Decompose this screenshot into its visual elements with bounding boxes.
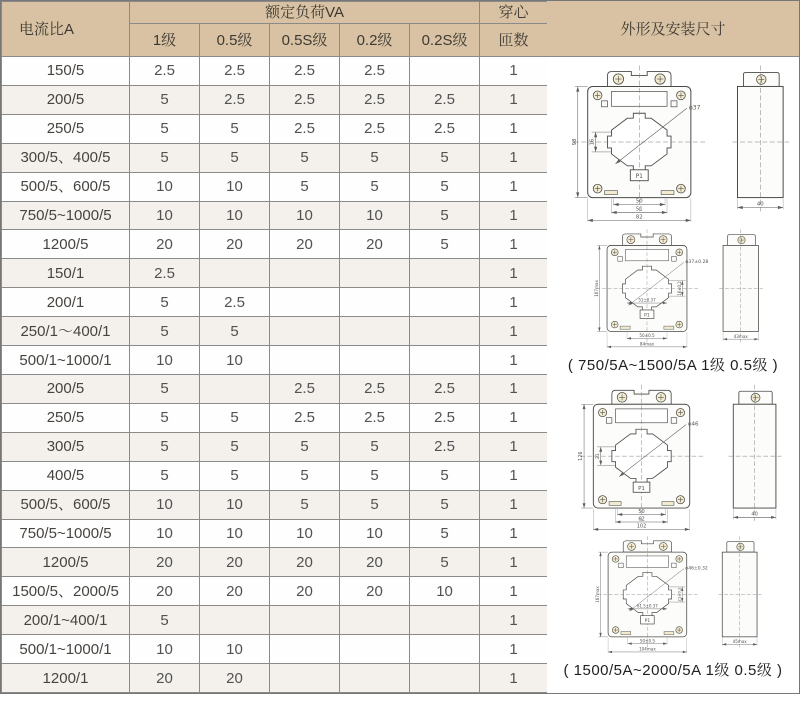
turns-cell: 1: [480, 172, 548, 201]
load-value-cell: [270, 664, 340, 693]
ratio-cell: 250/5: [2, 114, 130, 143]
svg-text:50±0.5: 50±0.5: [638, 333, 655, 339]
load-value-cell: 2.5: [340, 403, 410, 432]
dimension-drawing-3: [548, 382, 799, 534]
load-value-cell: 5: [200, 317, 270, 346]
load-value-cell: 10: [270, 201, 340, 230]
class-header: 0.5级: [200, 24, 270, 57]
load-value-cell: 2.5: [410, 403, 480, 432]
turns-cell: 1: [480, 461, 548, 490]
load-value-cell: [270, 635, 340, 664]
table-row: [2, 317, 548, 346]
table-row: [2, 664, 548, 693]
table-row: [2, 635, 548, 664]
load-value-cell: [410, 288, 480, 317]
ratio-cell: 300/5、400/5: [2, 143, 130, 172]
load-value-cell: 2.5: [270, 85, 340, 114]
load-value-cell: 20: [200, 577, 270, 606]
dimension-drawing-4: [548, 534, 799, 658]
load-value-cell: 20: [200, 664, 270, 693]
load-value-cell: 10: [270, 519, 340, 548]
table-row: [2, 114, 548, 143]
turns-cell: 1: [480, 403, 548, 432]
svg-text:P1: P1: [644, 619, 650, 625]
ratio-cell: 1200/5: [2, 548, 130, 577]
load-value-cell: [410, 346, 480, 375]
dimensions-panel: [547, 1, 799, 693]
load-value-cell: 5: [200, 403, 270, 432]
load-value-cell: 5: [410, 519, 480, 548]
load-value-cell: 5: [130, 317, 200, 346]
load-value-cell: [410, 259, 480, 288]
svg-text:φ37±0.28: φ37±0.28: [684, 260, 708, 266]
load-value-cell: 5: [130, 374, 200, 403]
svg-text:51±0.37: 51±0.37: [637, 297, 656, 303]
table-row: [2, 85, 548, 114]
load-value-cell: 2.5: [270, 403, 340, 432]
svg-text:P1: P1: [635, 173, 643, 181]
turns-cell: 1: [480, 664, 548, 693]
dimension-drawing-1: [548, 61, 799, 227]
table-row: [2, 606, 548, 635]
svg-text:50±0.5: 50±0.5: [639, 638, 655, 644]
load-value-cell: 20: [130, 577, 200, 606]
ratio-cell: 500/5、600/5: [2, 490, 130, 519]
svg-text:P1: P1: [643, 313, 650, 319]
table-row: [2, 230, 548, 259]
ratio-cell: 750/5~1000/5: [2, 519, 130, 548]
load-value-cell: 2.5: [200, 85, 270, 114]
load-value-cell: [270, 346, 340, 375]
load-value-cell: 5: [130, 432, 200, 461]
load-value-cell: [340, 635, 410, 664]
svg-text:φ46±0.32: φ46±0.32: [684, 566, 708, 572]
load-value-cell: 5: [270, 143, 340, 172]
turns-cell: 1: [480, 606, 548, 635]
svg-text:126: 126: [577, 451, 584, 461]
ratio-cell: 750/5~1000/5: [2, 201, 130, 230]
table-row: [2, 259, 548, 288]
table-row: [2, 172, 548, 201]
load-value-cell: 5: [340, 432, 410, 461]
dimension-drawings: [547, 57, 799, 693]
svg-text:102: 102: [636, 523, 646, 530]
load-value-cell: 10: [130, 201, 200, 230]
load-value-cell: 2.5: [410, 374, 480, 403]
svg-text:φ37: φ37: [688, 104, 700, 112]
load-value-cell: 5: [410, 201, 480, 230]
ratio-cell: 250/1～400/1: [2, 317, 130, 346]
class-header: 0.5S级: [270, 24, 340, 57]
svg-text:45max: 45max: [732, 639, 747, 645]
table-row: [2, 57, 548, 86]
svg-text:98: 98: [571, 138, 578, 146]
load-value-cell: 5: [410, 490, 480, 519]
table-row: [2, 288, 548, 317]
turns-cell: 1: [480, 432, 548, 461]
turns-cell: 1: [480, 143, 548, 172]
turns-cell: 1: [480, 577, 548, 606]
load-value-cell: 20: [200, 548, 270, 577]
svg-text:62: 62: [637, 516, 645, 523]
load-value-cell: 10: [200, 519, 270, 548]
svg-text:21: 21: [595, 453, 601, 460]
load-value-cell: [270, 259, 340, 288]
load-value-cell: 5: [130, 461, 200, 490]
load-value-cell: [340, 346, 410, 375]
table-row: [2, 548, 548, 577]
load-value-cell: [410, 664, 480, 693]
svg-text:43max: 43max: [733, 333, 748, 339]
load-value-cell: 20: [200, 230, 270, 259]
turns-header-line2: 匝数: [480, 24, 548, 57]
ratio-cell: 500/1~1000/1: [2, 346, 130, 375]
load-value-cell: [270, 288, 340, 317]
load-value-cell: 5: [340, 172, 410, 201]
svg-text:84max: 84max: [639, 341, 654, 347]
load-value-cell: 10: [130, 519, 200, 548]
load-value-cell: 2.5: [270, 374, 340, 403]
load-value-cell: 5: [410, 461, 480, 490]
load-value-cell: 2.5: [270, 57, 340, 86]
load-value-cell: [200, 374, 270, 403]
load-value-cell: 2.5: [200, 288, 270, 317]
spec-table: [1, 1, 548, 693]
load-value-cell: 5: [340, 490, 410, 519]
svg-text:φ46: φ46: [687, 421, 699, 428]
ratio-cell: 150/5: [2, 57, 130, 86]
svg-text:40: 40: [750, 511, 758, 518]
ratio-cell: 200/5: [2, 85, 130, 114]
ratio-cell: 200/5: [2, 374, 130, 403]
load-value-cell: 10: [340, 201, 410, 230]
load-value-cell: 5: [410, 230, 480, 259]
load-value-cell: 10: [130, 490, 200, 519]
load-value-cell: 10: [410, 577, 480, 606]
load-value-cell: 5: [130, 606, 200, 635]
table-row: [2, 374, 548, 403]
svg-text:P1: P1: [637, 485, 645, 492]
ratio-cell: 1500/5、2000/5: [2, 577, 130, 606]
load-value-cell: [340, 259, 410, 288]
svg-text:61.5±0.37: 61.5±0.37: [636, 603, 658, 609]
table-row: [2, 432, 548, 461]
table-row: [2, 143, 548, 172]
load-value-cell: 5: [130, 85, 200, 114]
load-value-cell: 20: [270, 230, 340, 259]
load-value-cell: 5: [200, 114, 270, 143]
svg-text:21±0.2: 21±0.2: [676, 587, 682, 602]
load-value-cell: 10: [200, 172, 270, 201]
svg-text:40: 40: [756, 201, 764, 208]
svg-text:82: 82: [635, 214, 643, 221]
table-row: [2, 519, 548, 548]
load-value-cell: 2.5: [340, 114, 410, 143]
rated-load-header: 额定负荷VA: [130, 2, 480, 24]
load-value-cell: 2.5: [340, 85, 410, 114]
load-value-cell: 2.5: [200, 57, 270, 86]
load-value-cell: 5: [130, 288, 200, 317]
load-value-cell: 20: [270, 548, 340, 577]
svg-text:16: 16: [589, 138, 596, 146]
turns-cell: 1: [480, 519, 548, 548]
load-value-cell: 2.5: [410, 114, 480, 143]
svg-text:51: 51: [635, 206, 643, 213]
load-value-cell: 2.5: [410, 432, 480, 461]
spec-table-body: [2, 57, 548, 693]
load-value-cell: 5: [130, 143, 200, 172]
svg-text:107max: 107max: [593, 280, 599, 297]
load-value-cell: [340, 606, 410, 635]
dimension-drawing-2: [548, 227, 799, 353]
load-value-cell: [340, 288, 410, 317]
load-value-cell: 2.5: [130, 259, 200, 288]
load-value-cell: 2.5: [410, 85, 480, 114]
load-value-cell: 5: [200, 461, 270, 490]
load-value-cell: 20: [340, 577, 410, 606]
table-row: [2, 577, 548, 606]
load-value-cell: 5: [340, 143, 410, 172]
load-value-cell: 10: [130, 346, 200, 375]
ratio-cell: 150/1: [2, 259, 130, 288]
load-value-cell: 10: [200, 490, 270, 519]
load-value-cell: [270, 606, 340, 635]
load-value-cell: 20: [270, 577, 340, 606]
load-value-cell: [340, 317, 410, 346]
turns-cell: 1: [480, 201, 548, 230]
load-value-cell: 20: [340, 548, 410, 577]
class-header: 0.2级: [340, 24, 410, 57]
load-value-cell: 10: [130, 635, 200, 664]
load-value-cell: 2.5: [270, 114, 340, 143]
ratio-cell: 200/1: [2, 288, 130, 317]
drawing-caption-1: ( 750/5A~1500/5A 1级 0.5级 ): [567, 357, 779, 374]
load-value-cell: [410, 635, 480, 664]
load-value-cell: 5: [130, 403, 200, 432]
load-value-cell: 5: [410, 548, 480, 577]
class-header: 0.2S级: [410, 24, 480, 57]
svg-text:16±0.2: 16±0.2: [676, 281, 682, 296]
load-value-cell: [410, 317, 480, 346]
load-value-cell: 10: [200, 201, 270, 230]
load-value-cell: [200, 606, 270, 635]
load-value-cell: 10: [200, 635, 270, 664]
load-value-cell: 5: [410, 172, 480, 201]
svg-text:107max: 107max: [594, 586, 600, 603]
load-value-cell: 2.5: [130, 57, 200, 86]
svg-text:104max: 104max: [638, 646, 656, 652]
load-value-cell: [340, 664, 410, 693]
table-row: [2, 461, 548, 490]
turns-cell: 1: [480, 259, 548, 288]
table-row: [2, 201, 548, 230]
turns-cell: 1: [480, 346, 548, 375]
load-value-cell: 5: [200, 432, 270, 461]
load-value-cell: 5: [270, 490, 340, 519]
spec-table-area: [1, 1, 547, 693]
turns-cell: 1: [480, 57, 548, 86]
class-header: 1级: [130, 24, 200, 57]
turns-cell: 1: [480, 230, 548, 259]
table-row: [2, 346, 548, 375]
load-value-cell: [200, 259, 270, 288]
turns-cell: 1: [480, 114, 548, 143]
load-value-cell: 5: [270, 461, 340, 490]
load-value-cell: 10: [340, 519, 410, 548]
ratio-cell: 250/5: [2, 403, 130, 432]
ratio-cell: 300/5: [2, 432, 130, 461]
table-row: [2, 403, 548, 432]
table-row: [2, 490, 548, 519]
load-value-cell: [410, 606, 480, 635]
load-value-cell: 5: [270, 172, 340, 201]
load-value-cell: 5: [130, 114, 200, 143]
svg-text:50: 50: [637, 508, 645, 515]
load-value-cell: 20: [130, 230, 200, 259]
load-value-cell: [410, 57, 480, 86]
ratio-cell: 200/1~400/1: [2, 606, 130, 635]
load-value-cell: 10: [130, 172, 200, 201]
ratio-cell: 1200/1: [2, 664, 130, 693]
svg-text:50: 50: [635, 198, 643, 205]
dimensions-panel-header: 外形及安装尺寸: [547, 1, 799, 57]
turns-cell: 1: [480, 288, 548, 317]
load-value-cell: 5: [410, 143, 480, 172]
load-value-cell: 10: [200, 346, 270, 375]
turns-header-line1: 穿心: [480, 2, 548, 24]
turns-cell: 1: [480, 317, 548, 346]
ratio-cell: 500/5、600/5: [2, 172, 130, 201]
turns-cell: 1: [480, 490, 548, 519]
ratio-column-header: 电流比A: [2, 2, 130, 57]
load-value-cell: [270, 317, 340, 346]
load-value-cell: 2.5: [340, 374, 410, 403]
turns-cell: 1: [480, 635, 548, 664]
load-value-cell: 5: [200, 143, 270, 172]
load-value-cell: 20: [130, 548, 200, 577]
load-value-cell: 2.5: [340, 57, 410, 86]
turns-cell: 1: [480, 85, 548, 114]
load-value-cell: 5: [340, 461, 410, 490]
load-value-cell: 5: [270, 432, 340, 461]
load-value-cell: 20: [340, 230, 410, 259]
ratio-cell: 500/1~1000/1: [2, 635, 130, 664]
ratio-cell: 400/5: [2, 461, 130, 490]
turns-cell: 1: [480, 374, 548, 403]
turns-cell: 1: [480, 548, 548, 577]
drawing-caption-2: ( 1500/5A~2000/5A 1级 0.5级 ): [563, 662, 783, 679]
load-value-cell: 20: [130, 664, 200, 693]
ratio-cell: 1200/5: [2, 230, 130, 259]
